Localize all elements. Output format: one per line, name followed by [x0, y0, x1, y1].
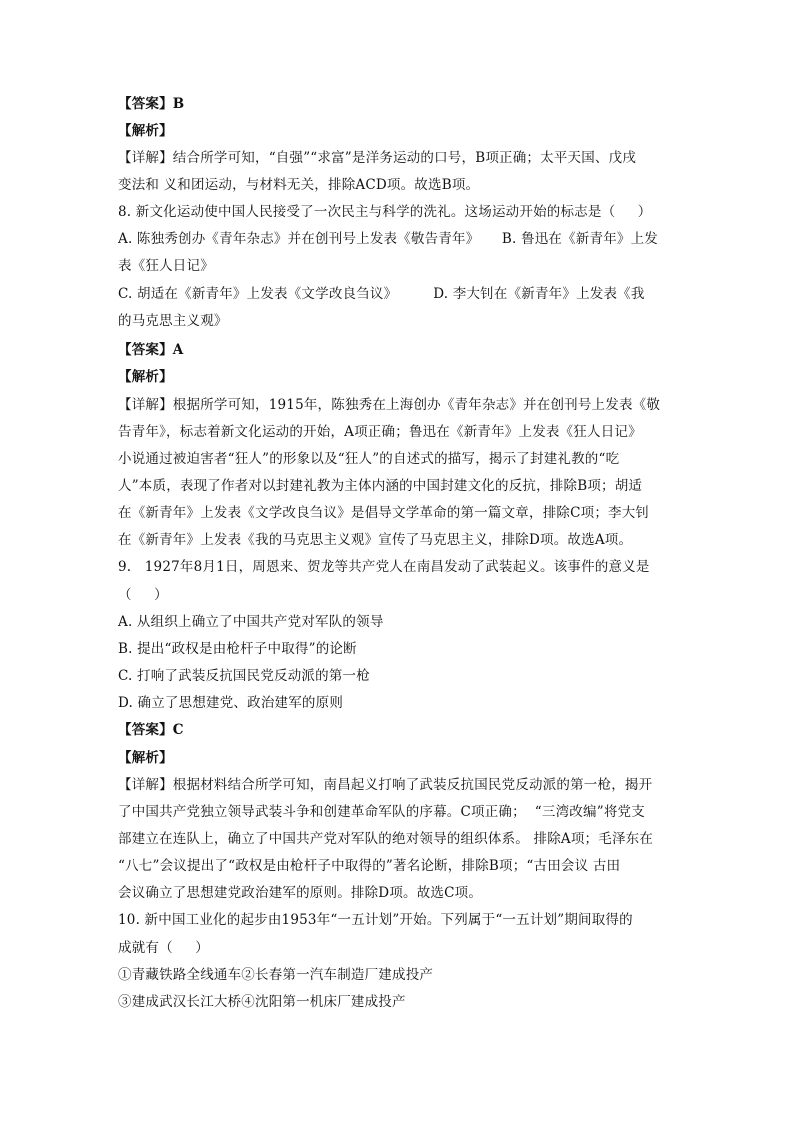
explanation-line: 小说通过被迫害者“狂人”的形象以及“狂人”的自述式的描写，揭示了封建礼教的“吃 [118, 451, 620, 467]
explanation-line: 在《新青年》上发表《文学改良刍议》是倡导文学革命的第一篇文章，排除C项；李大钊 [118, 505, 650, 521]
explanation-line: “八七”会议提出了“政权是由枪杆子中取得的”著名论断，排除B项；“古田会议 古田 [118, 858, 621, 874]
explanation-line: 部建立在连队上，确立了中国共产党对军队的绝对领导的组织体系。 排除A项；毛泽东在 [118, 831, 654, 847]
analysis-label-7: 【解析】 [118, 123, 173, 139]
question-9-option-b: B. 提出“政权是由枪杆子中取得”的论断 [118, 641, 357, 657]
question-9-stem: 9. 1927年8月1日，周恩来、贺龙等共产党人在南昌发动了武装起义。该事件的意义是 [118, 559, 650, 575]
answer-label-8: 【答案】A [118, 342, 184, 358]
answer-label-7: 【答案】B [118, 96, 185, 112]
question-8-options: 的马克思主义观》 [118, 313, 228, 329]
analysis-label-9: 【解析】 [118, 750, 173, 766]
question-9-option-d: D. 确立了思想建党、政治建军的原则 [118, 695, 344, 711]
question-8-options: 表《狂人日记》 [118, 258, 214, 274]
question-9-option-a: A. 从组织上确立了中国共产党对军队的领导 [118, 614, 384, 630]
analysis-label-8: 【解析】 [118, 369, 173, 385]
explanation-line: 【详解】根据材料结合所学可知，南昌起义打响了武装反抗国民党反动派的第一枪，揭开 [118, 777, 653, 793]
question-8-stem: 8. 新文化运动使中国人民接受了一次民主与科学的洗礼。这场运动开始的标志是（ ） [118, 204, 652, 220]
question-10-items: ③建成武汉长江大桥④沈阳第一机床厂建成投产 [118, 994, 406, 1010]
explanation-line: 了中国共产党独立领导武装斗争和创建革命军队的序幕。C项正确； “三湾改编”将党支 [118, 804, 645, 820]
question-8-options: C. 胡适在《新青年》上发表《文学改良刍议》 D. 李大钊在《新青年》上发表《我 [118, 286, 645, 302]
explanation-line: 【详解】根据所学可知，1915年，陈独秀在上海创办《青年杂志》并在创刊号上发表《敬 [118, 397, 661, 413]
explanation-line: 变法和 义和团运动，与材料无关，排除ACD项。故选B项。 [118, 177, 480, 193]
question-8-options: A. 陈独秀创办《青年杂志》并在创刊号上发表《敬告青年》 B. 鲁迅在《新青年》上发 [118, 231, 658, 247]
question-9-option-c: C. 打响了武装反抗国民党反动派的第一枪 [118, 668, 370, 684]
question-10-stem: 成就有（ ） [118, 940, 209, 956]
question-10-stem: 10. 新中国工业化的起步由1953年“一五计划”开始。下列属于“一五计划”期间取得的 [118, 912, 633, 928]
explanation-line: 会议确立了思想建党政治建军的原则。排除D项。故选C项。 [118, 885, 483, 901]
explanation-line: 在《新青年》上发表《我的马克思主义观》宣传了马克思主义，排除D项。故选A项。 [118, 532, 633, 548]
question-9-stem: （ ） [118, 587, 168, 603]
question-10-items: ①青藏铁路全线通车②长春第一汽车制造厂建成投产 [118, 967, 434, 983]
explanation-line: 人”本质，表现了作者对以封建礼教为主体内涵的中国封建文化的反抗，排除B项；胡适 [118, 478, 643, 494]
explanation-line: 【详解】结合所学可知，“自强”“求富”是洋务运动的口号，B项正确；太平天国、戊戌 [118, 150, 637, 166]
answer-label-9: 【答案】C [118, 722, 184, 738]
explanation-line: 告青年》，标志着新文化运动的开始，A项正确；鲁迅在《新青年》上发表《狂人日记》 [118, 424, 642, 440]
